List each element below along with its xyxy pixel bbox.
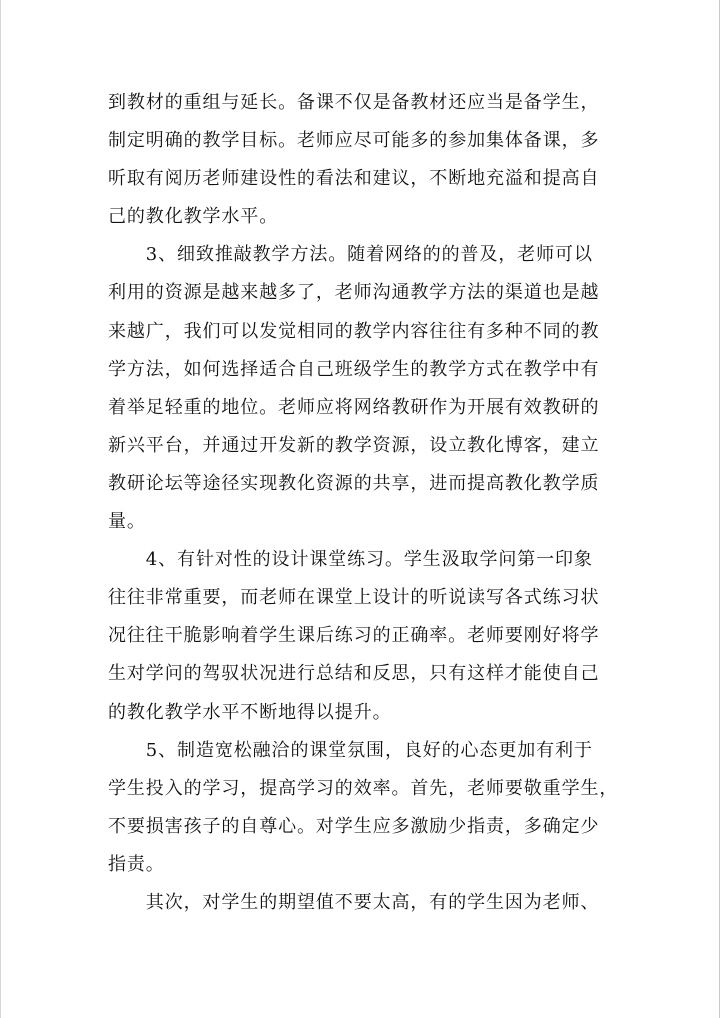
text-line: 3、细致推敲教学方法。随着网络的的普及，老师可以 — [108, 244, 593, 266]
text-line: 来越广，我们可以发觉相同的教学内容往往有多种不同的教 — [108, 320, 600, 342]
text-line: 况往往干脆影响着学生课后练习的正确率。老师要刚好将学 — [108, 625, 600, 647]
text-line: 教研论坛等途径实现教化资源的共享，进而提高教化教学质 — [108, 472, 600, 494]
text-line: 其次，对学生的期望值不要太高，有的学生因为老师、 — [108, 891, 600, 913]
paragraph-secondly — [108, 884, 618, 922]
paragraph-item-5-classroom-atmosphere — [108, 732, 618, 884]
text-line: 学方法，如何选择适合自己班级学生的教学方式在教学中有 — [108, 358, 600, 380]
paragraph-lesson-preparation — [108, 84, 618, 236]
text-line: 4、有针对性的设计课堂练习。学生汲取学问第一印象 — [108, 549, 593, 571]
text-line: 学生投入的学习，提高学习的效率。首先，老师要敬重学生， — [108, 777, 619, 799]
text-line: 量。 — [108, 511, 146, 533]
text-line: 生对学问的驾驭状况进行总结和反思，只有这样才能使自己 — [108, 663, 600, 685]
text-line: 5、制造宽松融洽的课堂氛围，良好的心态更加有利于 — [108, 739, 593, 761]
text-line: 往往非常重要，而老师在课堂上设计的听说读写各式练习状 — [108, 587, 600, 609]
text-line: 着举足轻重的地位。老师应将网络教研作为开展有效教研的 — [108, 396, 600, 418]
text-line: 新兴平台，并通过开发新的教学资源，设立教化博客，建立 — [108, 434, 600, 456]
text-line: 到教材的重组与延长。备课不仅是备教材还应当是备学生， — [108, 92, 600, 113]
text-line: 指责。 — [108, 853, 165, 875]
paragraph-item-4-classroom-exercises — [108, 541, 618, 731]
document-body — [108, 84, 618, 922]
text-line: 制定明确的教学目标。老师应尽可能多的参加集体备课，多 — [108, 130, 600, 152]
text-line: 不要损害孩子的自尊心。对学生应多激励少指责，多确定少 — [108, 815, 600, 837]
text-line: 听取有阅历老师建设性的看法和建议，不断地充溢和提高自 — [108, 168, 600, 190]
paragraph-item-3-teaching-methods — [108, 236, 618, 541]
text-line: 的教化教学水平不断地得以提升。 — [108, 701, 392, 723]
text-line: 利用的资源是越来越多了，老师沟通教学方法的渠道也是越 — [108, 282, 600, 304]
text-line: 己的教化教学水平。 — [108, 206, 279, 228]
